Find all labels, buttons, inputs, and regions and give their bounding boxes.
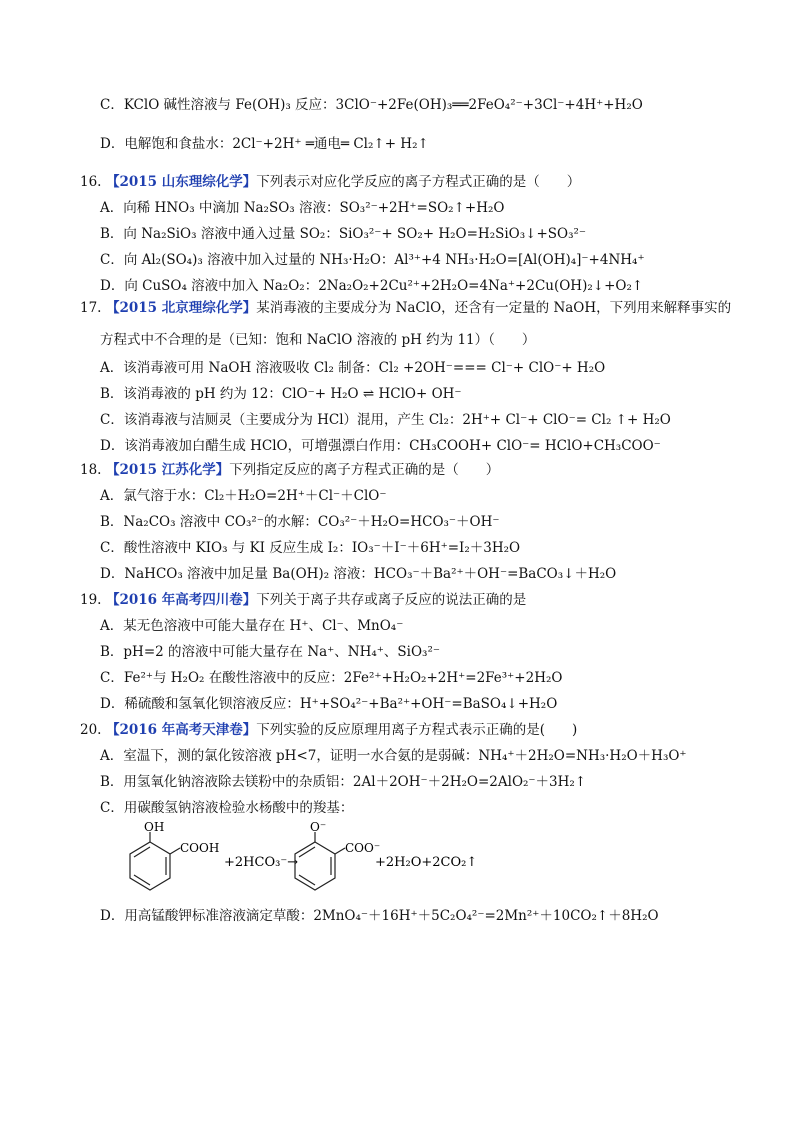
- question-text: 下列表示对应化学反应的离子方程式正确的是（ ）: [256, 174, 581, 190]
- q18-option-a: A．氯气溶于水：Cl₂＋H₂O=2H⁺＋Cl⁻＋ClO⁻: [100, 488, 387, 504]
- question-number: 16.: [80, 174, 102, 190]
- q20-option-a: A．室温下，测的氯化铵溶液 pH<7，证明一水合氨的是弱碱：NH₄⁺＋2H₂O=NH₃·H₂O＋H₃O⁺: [100, 748, 687, 764]
- q16-option-b: B．向 Na₂SiO₃ 溶液中通入过量 SO₂：SiO₃²⁻+ SO₂+ H₂O=H₂SiO₃↓+SO₃²⁻: [100, 226, 587, 242]
- reagent-label: +2HCO₃⁻→: [224, 855, 299, 870]
- question-text: 下列关于离子共存或离子反应的说法正确的是: [256, 592, 527, 608]
- question-20-stem: [80, 720, 577, 740]
- salicylic-acid-reaction-diagram: [120, 820, 540, 900]
- question-17-stem: [80, 298, 731, 318]
- question-number: 17.: [80, 300, 102, 316]
- q19-option-a: A．某无色溶液中可能大量存在 H⁺、Cl⁻、MnO₄⁻: [100, 618, 404, 634]
- reactant-oh-label: OH: [144, 820, 165, 834]
- q19-option-b: B．pH=2 的溶液中可能大量存在 Na⁺、NH₄⁺、SiO₃²⁻: [100, 644, 441, 660]
- q19-option-c: C．Fe²⁺与 H₂O₂ 在酸性溶液中的反应：2Fe²⁺+H₂O₂+2H⁺=2Fe³⁺+2H₂O: [100, 670, 563, 686]
- question-19-stem: [80, 590, 526, 610]
- question-text: 下列指定反应的离子方程式正确的是（ ）: [229, 462, 500, 478]
- q16-option-c: C．向 Al₂(SO₄)₃ 溶液中加入过量的 NH₃·H₂O：Al³⁺+4 NH₃·H₂O=[Al(OH)₄]⁻+4NH₄⁺: [100, 252, 645, 268]
- q17-option-b: B．该消毒液的 pH 约为 12：ClO⁻+ H₂O ⇌ HClO+ OH⁻: [100, 386, 462, 402]
- q16-option-a: A．向稀 HNO₃ 中滴加 Na₂SO₃ 溶液：SO₃²⁻+2H⁺=SO₂↑+H₂O: [100, 200, 505, 216]
- question-number: 18.: [80, 462, 102, 478]
- question-16-stem: [80, 172, 580, 192]
- q20-option-c: C．用碳酸氢钠溶液检验水杨酸中的羧基：: [100, 800, 354, 816]
- q16-option-d: D．向 CuSO₄ 溶液中加入 Na₂O₂：2Na₂O₂+2Cu²⁺+2H₂O=4Na⁺+2Cu(OH)₂↓+O₂↑: [100, 278, 644, 294]
- product-o-label: O⁻: [310, 820, 327, 834]
- q17-option-a: A．该消毒液可用 NaOH 溶液吸收 Cl₂ 制备：Cl₂ +2OH⁻=== Cl⁻+ ClO⁻+ H₂O: [100, 360, 606, 376]
- q19-option-d: D．稀硫酸和氢氧化钡溶液反应：H⁺+SO₄²⁻+Ba²⁺+OH⁻=BaSO₄↓+H₂O: [100, 696, 558, 712]
- question-number: 20.: [80, 722, 102, 738]
- question-source: 【2015 江苏化学】: [106, 462, 230, 478]
- question-source: 【2015 北京理综化学】: [106, 300, 257, 316]
- reactant-cooh-label: COOH: [180, 841, 220, 855]
- option-d-prev: D．电解饱和食盐水：2Cl⁻+2H⁺ ═通电═ Cl₂↑+ H₂↑: [100, 136, 429, 152]
- question-18-stem: [80, 460, 499, 480]
- option-c-prev: C．KClO 碱性溶液与 Fe(OH)₃ 反应：3ClO⁻+2Fe(OH)₃══2FeO₄²⁻+3Cl⁻+4H⁺+H₂O: [100, 97, 643, 113]
- q20-option-d: D．用高锰酸钾标准溶液滴定草酸：2MnO₄⁻＋16H⁺＋5C₂O₄²⁻=2Mn²⁺＋10CO₂↑＋8H₂O: [100, 908, 659, 924]
- q17-option-d: D．该消毒液加白醋生成 HClO，可增强漂白作用：CH₃COOH+ ClO⁻= HClO+CH₃COO⁻: [100, 438, 661, 454]
- benzene-ring-reactant: [130, 832, 180, 890]
- q18-option-d: D．NaHCO₃ 溶液中加足量 Ba(OH)₂ 溶液：HCO₃⁻＋Ba²⁺＋OH⁻=BaCO₃↓＋H₂O: [100, 566, 617, 582]
- product-coo-label: COO⁻: [345, 841, 381, 855]
- question-source: 【2016 年高考四川卷】: [106, 592, 257, 608]
- benzene-ring-product: [295, 832, 345, 890]
- q18-option-c: C．酸性溶液中 KIO₃ 与 KI 反应生成 I₂：IO₃⁻＋I⁻＋6H⁺=I₂＋3H₂O: [100, 540, 521, 556]
- product-tail-label: +2H₂O+2CO₂↑: [375, 855, 478, 870]
- q17-option-c: C．该消毒液与洁厕灵（主要成分为 HCl）混用，产生 Cl₂：2H⁺+ Cl⁻+ ClO⁻= Cl₂ ↑+ H₂O: [100, 412, 671, 428]
- question-source: 【2016 年高考天津卷】: [106, 722, 257, 738]
- q20-option-b: B．用氢氧化钠溶液除去镁粉中的杂质铝：2Al＋2OH⁻＋2H₂O=2AlO₂⁻＋3H₂↑: [100, 774, 587, 790]
- question-17-stem-cont: 方程式中不合理的是（已知：饱和 NaClO 溶液的 pH 约为 11）（ ）: [100, 332, 536, 348]
- q18-option-b: B．Na₂CO₃ 溶液中 CO₃²⁻的水解：CO₃²⁻＋H₂O=HCO₃⁻＋OH⁻: [100, 514, 500, 530]
- question-text: 下列实验的反应原理用离子方程式表示正确的是( ): [256, 722, 578, 738]
- question-source: 【2015 山东理综化学】: [106, 174, 257, 190]
- question-number: 19.: [80, 592, 102, 608]
- question-text: 某消毒液的主要成分为 NaClO，还含有一定量的 NaOH，下列用来解释事实的: [256, 300, 732, 316]
